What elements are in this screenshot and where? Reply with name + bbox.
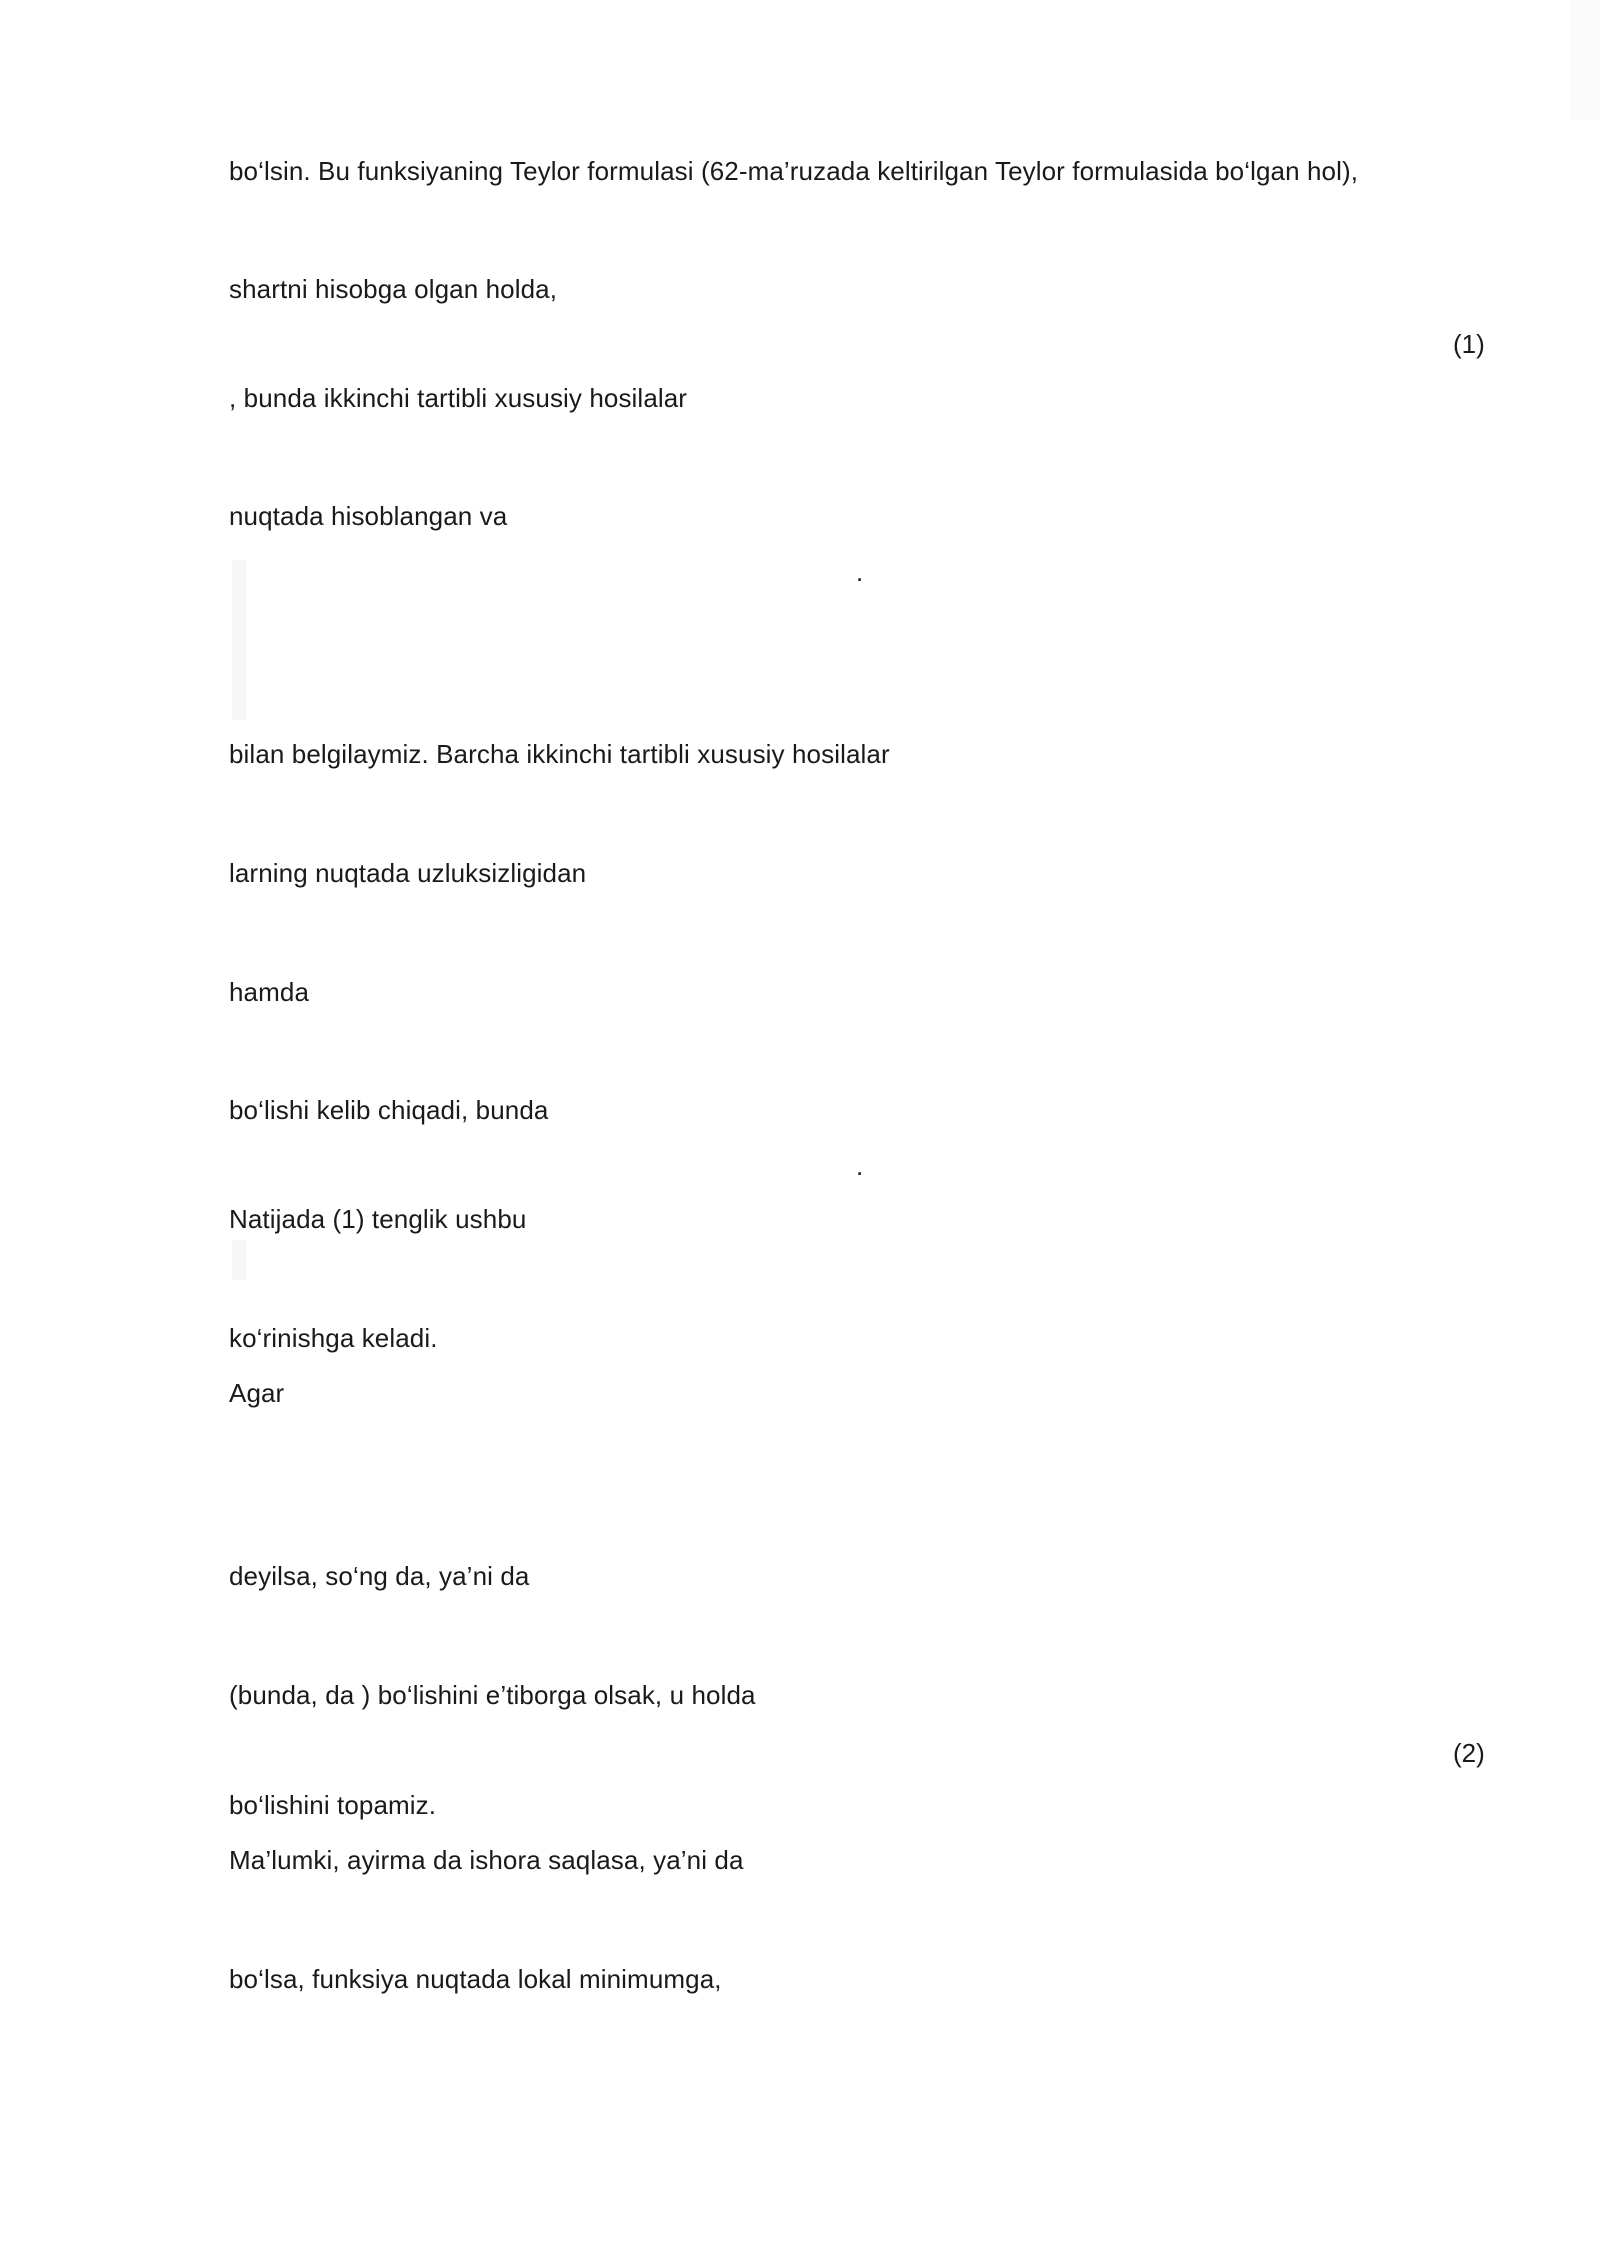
text-line: bo‘lsa, funksiya nuqtada lokal minimumga, — [229, 1964, 722, 1994]
equation-number: (2) — [1453, 1738, 1485, 1768]
text-line: , bunda ikkinchi tartibli xususiy hosilalar — [229, 383, 688, 413]
text-line: bo‘lishi kelib chiqadi, bunda — [229, 1095, 549, 1125]
faint-formula-artifact — [232, 1240, 246, 1280]
text-line: (bunda, da ) bo‘lishini e’tiborga olsak, u holda — [229, 1680, 756, 1710]
text-line: bilan belgilaymiz. Barcha ikkinchi tartibli xususiy hosilalar — [229, 739, 890, 769]
faint-edge-artifact — [1570, 0, 1600, 120]
faint-formula-artifact — [232, 560, 246, 720]
text-line: Agar — [229, 1378, 285, 1408]
text-line: deyilsa, so‘ng da, ya’ni da — [229, 1561, 530, 1591]
formula-dot: . — [856, 1151, 864, 1181]
text-line: shartni hisobga olgan holda, — [229, 274, 558, 304]
text-line: hamda — [229, 977, 309, 1007]
formula-dot: . — [856, 557, 864, 587]
text-line: nuqtada hisoblangan va — [229, 501, 508, 531]
text-line: larning nuqtada uzluksizligidan — [229, 858, 587, 888]
text-line: Ma’lumki, ayirma da ishora saqlasa, ya’ni da — [229, 1845, 744, 1875]
equation-number: (1) — [1453, 329, 1485, 359]
text-line: bo‘lsin. Bu funksiyaning Teylor formulasi (62-ma’ruzada keltirilgan Teylor formulasida bo‘lgan hol), — [229, 156, 1359, 186]
text-line: ko‘rinishga keladi. — [229, 1323, 438, 1353]
text-line: Natijada (1) tenglik ushbu — [229, 1204, 527, 1234]
text-line: bo‘lishini topamiz. — [229, 1790, 437, 1820]
